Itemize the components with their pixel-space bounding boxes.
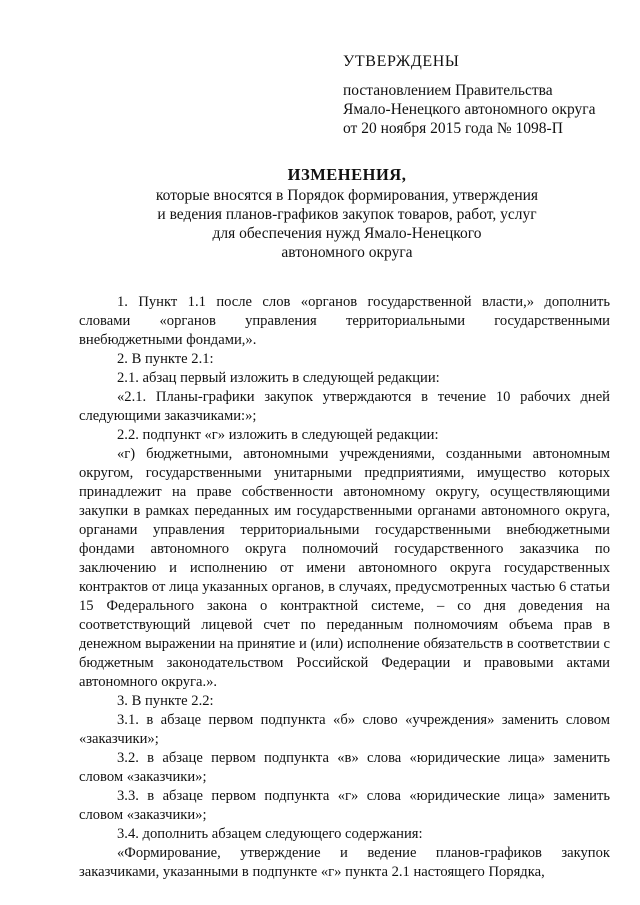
paragraph: 3.2. в абзаце первом подпункта «в» слова «юридические лица» заменить словом «заказчики»; [79,750,610,785]
approval-line: Ямало-Ненецкого автономного округа [343,101,596,118]
paragraph: «г) бюджетными, автономными учреждениями, созданными автономным округом, государственными унитарными предприятиями, имущество которых принадлежит на праве собственности автономному округу, осуществляющими закупки в рамках переданных им государственными органами автономного округа, органами управления территориальными государственными внебюджетными фондами автономного округа полномочий государственного заказчика по заключению и исполнению от имени автономного округа государственных контрактов от лица указанных органов, в случаях, предусмотренных частью 6 статьи 15 Федерального закона о контрактной системе, – со дня доведения на соответствующий лицевой счет по переданным полномочиям объема прав в денежном выражении на принятие и (или) исполнение обязательств в соответствии с бюджетным законодательством Российской Федерации и правовыми актами автономного округа.». [79,446,610,690]
subtitle-line: которые вносятся в Порядок формирования, утверждения [155,187,539,204]
approval-line: постановлением Правительства [343,82,553,99]
document-body [79,293,610,882]
paragraph: «Формирование, утверждение и ведение планов-графиков закупок заказчиками, указанными в подпункте «г» пункта 2.1 настоящего Порядка, [79,845,610,880]
paragraph: 3.1. в абзаце первом подпункта «б» слово «учреждения» заменить словом «заказчики»; [79,712,610,747]
paragraph: «2.1. Планы-графики закупок утверждаются в течение 10 рабочих дней следующими заказчиками:»; [79,389,610,424]
subtitle-line: для обеспечения нужд Ямало-Ненецкого [212,225,482,242]
paragraph: 1. Пункт 1.1 после слов «органов государственной власти,» дополнить словами «органов управления территориальными государственными внебюджетными фондами,». [79,294,610,348]
paragraph: 2.2. подпункт «г» изложить в следующей редакции: [117,427,439,443]
approval-line: от 20 ноября 2015 года № 1098-П [343,120,563,137]
paragraph: 3. В пункте 2.2: [117,693,214,709]
document-title: ИЗМЕНЕНИЯ, [287,165,407,184]
document-title-block [0,165,640,262]
approval-block [343,52,595,138]
paragraph: 2.1. абзац первый изложить в следующей редакции: [117,370,440,386]
subtitle-line: и ведения планов-графиков закупок товаров, работ, услуг [157,206,537,223]
subtitle-line: автономного округа [281,244,413,261]
approval-heading: УТВЕРЖДЕНЫ [343,53,460,70]
paragraph: 3.3. в абзаце первом подпункта «г» слова «юридические лица» заменить словом «заказчики»; [79,788,610,823]
paragraph: 3.4. дополнить абзацем следующего содержания: [117,826,423,842]
paragraph: 2. В пункте 2.1: [117,351,214,367]
